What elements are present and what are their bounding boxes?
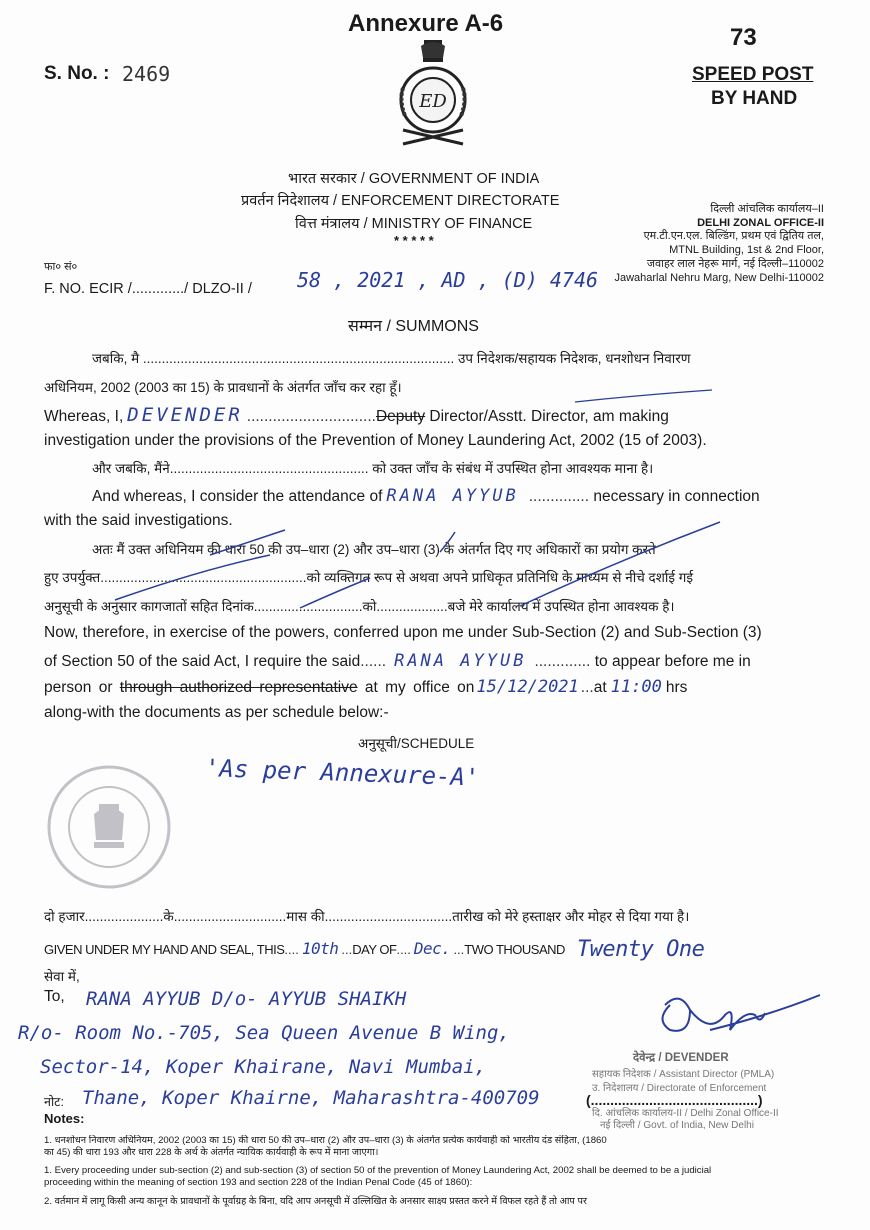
file-no-prefix: F. NO. ECIR /............./ DLZO-II / [44, 281, 252, 297]
given-dots-b: ... [341, 942, 353, 957]
office-line-2: DELHI ZONAL OFFICE-II [697, 216, 824, 229]
attendee-name: RANA AYYUB [386, 486, 519, 506]
para3-dots-c: ... [580, 679, 594, 696]
para1-english-line2: investigation under the provisions of the Prevention of Money Laundering Act, 2002 (15 of 2003). [44, 432, 707, 449]
signatory-designation-4: नई दिल्ली / Govt. of India, New Delhi [600, 1120, 754, 1131]
official-seal-stamp-icon [44, 762, 174, 892]
para1-dots: .............................. [246, 408, 376, 425]
para3-hindi-a: अतः मैं उक्त अधिनियम की धारा 50 की उप–धारा (2) और उप–धारा (3) के अंतर्गत दिए गए अधिकारों का प्रयोग करते [92, 542, 656, 557]
annexure-title: Annexure A-6 [348, 10, 504, 37]
office-line-4: MTNL Building, 1st & 2nd Floor, [669, 244, 824, 257]
authority-ministry: वित्त मंत्रालय / MINISTRY OF FINANCE [295, 216, 533, 232]
para3-hindi-b: हुए उपर्युक्त.......................................................को व्यक्तिगत रूप से अथवा अपने प्राधिकृत प्रतिनिधि के माध्यम से नीचे दर्शाई गई [44, 570, 694, 585]
para2-english-line1 [92, 486, 760, 506]
recipient-line-2: R/o- Room No.-705, Sea Queen Avenue B Wing, [18, 1022, 510, 1044]
emblem-monogram: ED [419, 91, 447, 112]
note-1-english-b: proceeding within the meaning of section 193 and section 228 of the Indian Penal Code (45 of 1860): [44, 1177, 473, 1189]
signatory-name: देवेन्द्र / DEVENDER [633, 1052, 729, 1064]
office-line-5: जवाहर लाल नेहरू मार्ग, नई दिल्ली–110002 [646, 257, 824, 270]
para3-english-line4: along-with the documents as per schedule below:- [44, 704, 389, 721]
recipient-hindi-to: सेवा में, [44, 969, 80, 984]
given-month: Dec. [413, 939, 451, 958]
para3-hrs: hrs [665, 679, 688, 696]
para3-at: at [593, 679, 607, 696]
authority-stars: * * * * * [394, 233, 434, 248]
officer-name: DEVENDER [127, 404, 243, 426]
given-day-of: DAY OF [352, 942, 397, 957]
para1-hindi-a: जबकि, मै ................................................................................... उप निदेशक/सहायक निदेशक, धनशोधन निवारण [92, 351, 691, 366]
by-hand-label: BY HAND [711, 88, 798, 109]
given-day: 10th [301, 939, 339, 958]
file-no-handwritten: 58 , 2021 , AD , (D) 4746 [297, 268, 599, 292]
para3-english-line1: Now, therefore, in exercise of the powers, conferred upon me under Sub-Section (2) and Sub-Section (3) [44, 624, 762, 641]
notes-label: Notes: [44, 1111, 85, 1126]
para1-whereas: Whereas, I, [44, 408, 124, 425]
note-2-hindi: 2. वर्तमान में लागू किसी अन्य कानून के प्रावधानों के पूर्वाग्रह के बिना, यदि आप अनसूची में उल्लिखित के अनसार साक्ष्य प्रस्तत करने में विफल रहते हैं तो आप पर [44, 1195, 587, 1207]
struck-deputy: Deputy [375, 408, 426, 425]
schedule-heading: अनुसूची/SCHEDULE [358, 736, 475, 751]
notes-hindi-label: नोट: [44, 1095, 64, 1109]
appearance-date: 15/12/2021 [476, 677, 579, 697]
office-line-3: एम.टी.एन.एल. बिल्डिंग, प्रथम एवं द्वितिय तल, [643, 230, 824, 243]
para3-english-line3 [44, 677, 687, 697]
given-dots-a: .... [284, 942, 299, 957]
office-line-1: दिल्ली आंचलिक कार्यालय–II [710, 203, 824, 215]
given-english [44, 937, 704, 962]
office-line-6: Jawaharlal Nehru Marg, New Delhi-110002 [614, 271, 824, 284]
appearance-time: 11:00 [610, 677, 662, 697]
serial-label: S. No. : [44, 63, 110, 84]
file-no-hindi-label: फा० सं० [44, 261, 78, 273]
given-dots-c: .... [396, 942, 411, 957]
handwritten-signature-icon [650, 985, 830, 1045]
para3-dots-a: ...... [360, 653, 387, 670]
para3-person-or: person or [44, 679, 113, 696]
para3-english-line2 [44, 651, 751, 671]
struck-representative: through authorized representative [119, 679, 358, 696]
notes-list [44, 1135, 844, 1208]
signatory-designation-1: सहायक निदेशक / Assistant Director (PMLA) [592, 1069, 775, 1080]
speed-post-label: SPEED POST [692, 64, 814, 85]
signatory-designation-3: दि. आंचलिक कार्यालय-II / Delhi Zonal Office-II [592, 1108, 779, 1119]
para3-appear: to appear before me in [594, 653, 751, 670]
summoned-person-name: RANA AYYUB [394, 651, 527, 671]
recipient-line-4: Thane, Koper Khairne, Maharashtra-400709 [82, 1087, 540, 1109]
note-1-hindi-b: का 45) की धारा 193 और धारा 228 के अर्थ के अंतर्गत न्यायिक कार्यवाही के रूप में माना जाएगा। [44, 1147, 379, 1159]
given-under-hand: GIVEN UNDER MY HAND AND SEAL, THIS [44, 942, 285, 957]
recipient-line-3: Sector-14, Koper Khairane, Navi Mumbai, [40, 1056, 487, 1078]
office-address [592, 203, 824, 285]
recipient-line-1: RANA AYYUB D/o- AYYUB SHAIKH [86, 988, 407, 1010]
para3-office-on: at my office on [364, 679, 475, 696]
serial-number: 2469 [122, 62, 171, 86]
para1-english-line1 [44, 404, 669, 426]
note-1-hindi: 1. धनशोधन निवारण अधिनियम, 2002 (2003 का 15) की धारा 50 की उप–धारा (2) और उप–धारा (3) के अंतर्गत प्रत्येक कार्यवाही को भारतीय दंड संहिता, (1860 [44, 1135, 607, 1146]
signatory-designation-2: उ. निदेशालय / Directorate of Enforcement [592, 1083, 767, 1094]
given-dots-d: ... [453, 942, 465, 957]
given-year: Twenty One [576, 937, 705, 962]
schedule-handwritten: 'As per Annexure-A' [204, 754, 480, 792]
page-number: 73 [730, 24, 757, 51]
para2-hindi: और जबकि, मैंने..................................................... को उक्त जाँच के संबंध में उपस्थित होना आवश्यक माना है। [92, 461, 654, 476]
authority-directorate: प्रवर्तन निदेशालय / ENFORCEMENT DIRECTORATE [241, 193, 560, 209]
para3-dots-b: ............. [534, 653, 591, 670]
ed-emblem-icon [383, 38, 483, 150]
summons-title: सम्मन / SUMMONS [348, 318, 479, 335]
para3-hindi-c: अनुसूची के अनुसार कागजातों सहित दिनांक.............................को...................बजे मेरे कार्यालय में उपस्थित होना आवश्यक है। [44, 599, 675, 614]
para2-whereas: And whereas, I consider the attendance of [92, 488, 383, 505]
given-two-thousand: TWO THOUSAND [464, 942, 565, 957]
note-1-english: 1. Every proceeding under sub-section (2) and sub-section (3) of section 50 of the prevention of Money Laundering Act, 2002 shall be deemed to be a judicial [44, 1164, 712, 1176]
para3-of-section: of Section 50 of the said Act, I require the said [44, 653, 361, 670]
given-hindi: दो हजार.....................के..............................मास की..................................तारीख को मेरे हस्ताक्षर और मोहर से दिया गया है। [44, 909, 690, 924]
para2-necessary: necessary in connection [593, 488, 760, 505]
para2-english-line2: with the said investigations. [44, 512, 233, 529]
para2-dots: .............. [528, 488, 590, 505]
para1-director: Director/Asstt. Director, am making [429, 408, 669, 425]
recipient-to: To, [44, 988, 65, 1005]
para1-hindi-b: अधिनियम, 2002 (2003 का 15) के प्रावधानों के अंतर्गत जाँच कर रहा हूँ। [44, 380, 402, 395]
signatory-bracket: (...........................................) [586, 1092, 763, 1108]
authority-govt: भारत सरकार / GOVERNMENT OF INDIA [288, 171, 540, 187]
